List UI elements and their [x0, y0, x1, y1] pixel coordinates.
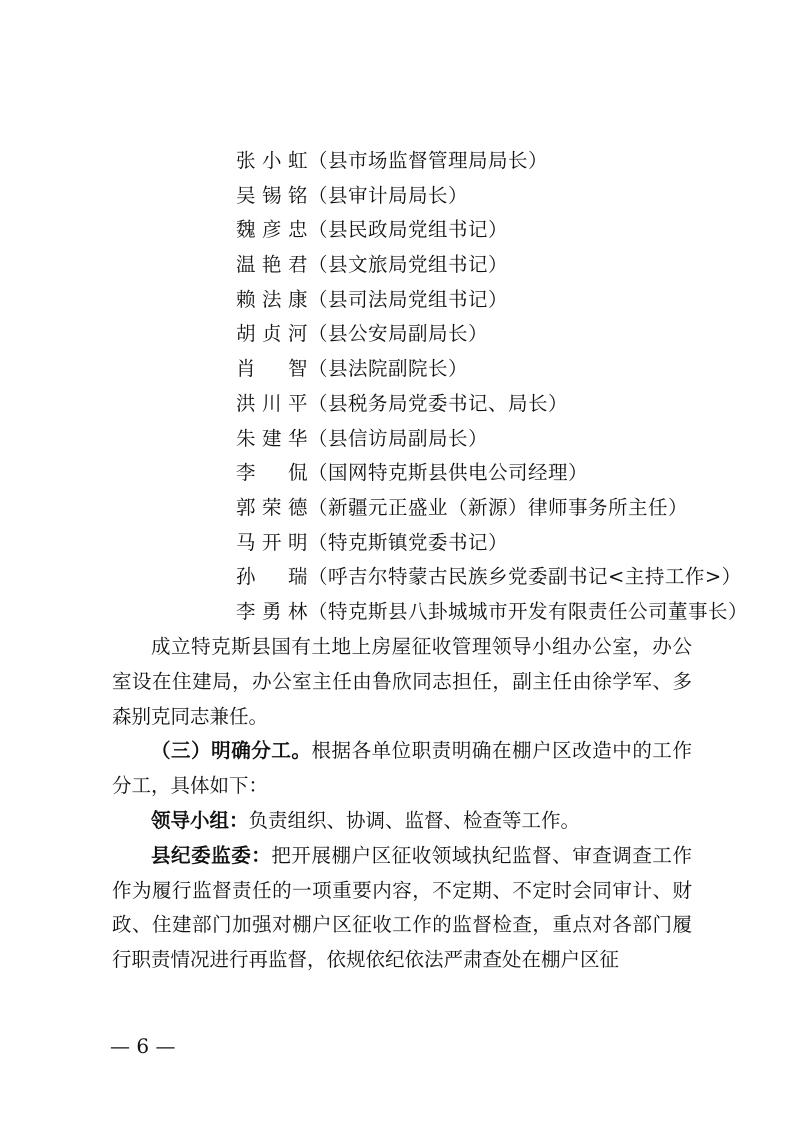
member-name: 赖法康	[236, 287, 308, 311]
body-text	[112, 630, 692, 978]
member-item	[236, 491, 766, 526]
paragraph-leading-group	[112, 804, 692, 839]
member-name: 李侃	[236, 461, 308, 485]
paragraph-text: 根据各单位职责明确在棚户区改造中的工作分工，具体如下：	[112, 739, 692, 798]
member-name: 温艳君	[236, 253, 308, 277]
member-name: 李勇林	[236, 599, 308, 623]
member-item	[236, 595, 766, 630]
member-list	[236, 144, 766, 630]
member-name: 魏彦忠	[236, 218, 308, 242]
member-name: 马开明	[236, 530, 308, 554]
member-role: （呼吉尔特蒙古民族乡党委副书记<主持工作>）	[308, 565, 742, 589]
member-item	[236, 317, 766, 352]
paragraph-office	[112, 630, 692, 734]
member-item	[236, 213, 766, 248]
member-role: （县民政局党组书记）	[308, 218, 509, 242]
member-name: 肖智	[236, 357, 308, 381]
member-name: 朱建华	[236, 426, 308, 450]
paragraph-text: 把开展棚户区征收领域执纪监督、审查调查工作作为履行监督责任的一项重要内容，不定期、不定时会同审计、财政、住建部门加强对棚户区征收工作的监督检查，重点对各部门履行职责情况进行再监督，依规依纪依法严肃查处在棚户区征	[112, 843, 692, 972]
member-name: 洪川平	[236, 391, 308, 415]
member-role: （县文旅局党组书记）	[308, 253, 509, 277]
paragraph-discipline	[112, 839, 692, 978]
member-name: 郭荣德	[236, 495, 308, 519]
member-role: （特克斯镇党委书记）	[308, 530, 509, 554]
member-item	[236, 352, 766, 387]
member-item	[236, 387, 766, 422]
member-item	[236, 144, 766, 179]
paragraph-division	[112, 734, 692, 804]
member-role: （特克斯县八卦城城市开发有限责任公司董事长）	[308, 599, 749, 623]
member-role: （县司法局党组书记）	[308, 287, 509, 311]
member-item	[236, 456, 766, 491]
member-role: （新疆元正盛业（新源）律师事务所主任）	[308, 495, 689, 519]
paragraph-lead: （三）明确分工。	[151, 739, 312, 763]
member-item	[236, 422, 766, 457]
member-item	[236, 179, 766, 214]
paragraph-text: 负责组织、协调、监督、检查等工作。	[248, 808, 581, 832]
paragraph-lead: 领导小组：	[151, 808, 249, 832]
paragraph-lead: 县纪委监委：	[151, 843, 272, 867]
member-name: 张小虹	[236, 149, 308, 172]
member-item	[236, 283, 766, 318]
page-number: — 6 —	[110, 1034, 176, 1058]
member-name: 胡贞河	[236, 322, 308, 346]
member-item	[236, 526, 766, 561]
member-role: （县法院副院长）	[308, 357, 469, 381]
member-name: 吴锡铭	[236, 183, 308, 207]
paragraph-text: 成立特克斯县国有土地上房屋征收管理领导小组办公室，办公室设在住建局，办公室主任由鲁欣同志担任，副主任由徐学军、多森别克同志兼任。	[112, 635, 692, 728]
member-name: 孙瑞	[236, 565, 308, 589]
member-item	[236, 248, 766, 283]
member-role: （县市场监督管理局局长）	[308, 149, 549, 172]
member-role: （县信访局副局长）	[308, 426, 489, 450]
member-role: （县公安局副局长）	[308, 322, 489, 346]
member-item	[236, 560, 766, 595]
member-role: （国网特克斯县供电公司经理）	[308, 461, 589, 485]
member-role: （县税务局党委书记、局长）	[308, 391, 569, 415]
member-role: （县审计局局长）	[308, 183, 469, 207]
